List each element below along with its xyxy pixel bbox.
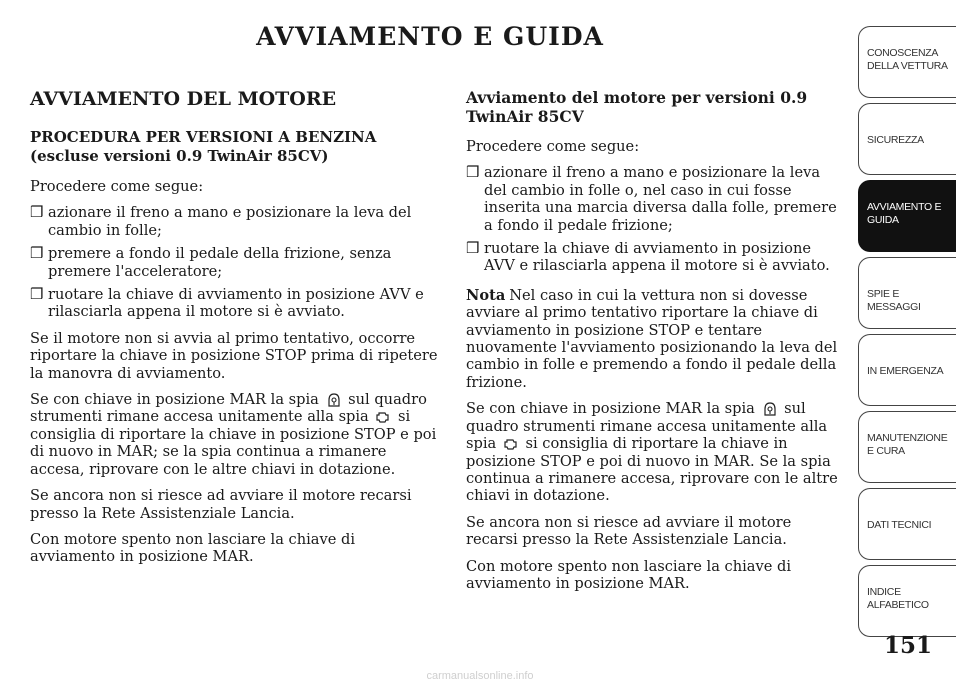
watermark: carmanualsonline.info [426, 670, 534, 682]
chapter-tabs [858, 26, 956, 642]
intro-text: Procedere come segue: [30, 178, 204, 195]
warning-lamp-paragraph: Se con chiave in posizione MAR la spia sul quadro strumenti rimane accesa unitamente alla spia si consiglia di riportare la chiave in posizione STOP e poi di nuovo in MAR; se la spia continua a rimanere accesa, riprovare con le altre chiavi in dotazione. [30, 391, 437, 478]
list-item: ❒ premere a fondo il pedale della frizione, senza premere l'acceleratore; [30, 244, 392, 280]
paragraph: Con motore spento non lasciare la chiave di avviamento in posizione MAR. [466, 557, 792, 592]
procedure-title [30, 128, 440, 166]
engine-warning-icon [375, 409, 391, 424]
tab-avviamento[interactable]: AVVIAMENTO E GUIDA [858, 180, 956, 252]
steps-list [30, 204, 440, 320]
tab-spie[interactable]: SPIE E MESSAGGI [858, 257, 956, 329]
paragraph: Se ancora non si riesce ad avviare il motore recarsi presso la Rete Assistenziale Lancia. [466, 513, 792, 549]
procedure-title-note: (escluse versioni 0.9 TwinAir 85CV) [30, 147, 329, 165]
page-title: AVVIAMENTO E GUIDA [256, 22, 604, 51]
paragraph: Con motore spento non lasciare la chiave di avviamento in posizione MAR. [30, 530, 356, 566]
checkbox-bullet-icon: ❒ [30, 244, 44, 263]
tab-dati-tecnici[interactable]: DATI TECNICI [858, 488, 956, 560]
immobilizer-warning-icon [326, 392, 342, 407]
engine-warning-icon [503, 436, 519, 451]
twinair-title: Avviamento del motore per versioni 0.9 TwinAir 85CV [466, 88, 808, 126]
immobilizer-warning-icon [762, 401, 778, 416]
section-title: AVVIAMENTO DEL MOTORE [30, 88, 337, 110]
list-item: ❒ azionare il freno a mano e posizionare la leva del cambio in folle; [30, 203, 412, 239]
list-item: ❒ ruotare la chiave di avviamento in posizione AVV e rilasciarla appena il motore si è avviato. [466, 239, 830, 275]
list-item: ❒ azionare il freno a mano e posizionare la leva del cambio in folle o, nel caso in cui fosse inserita una marcia diversa dalla folle, premere a fondo il pedale frizione; [466, 163, 837, 234]
note-paragraph: Nota Nel caso in cui la vettura non si dovesse avviare al primo tentativo riportare la chiave di avviamento in posizione STOP e tentare nuovamente l'avviamento posizionando la leva del cambio in folle e premendo a fondo il pedale della frizione. [466, 286, 838, 391]
note-label: Nota [466, 286, 506, 304]
list-item: ❒ ruotare la chiave di avviamento in posizione AVV e rilasciarla appena il motore si è avviato. [30, 285, 424, 321]
paragraph: Se ancora non si riesce ad avviare il motore recarsi presso la Rete Assistenziale Lancia. [30, 487, 412, 522]
tab-conoscenza[interactable]: CONOSCENZA DELLA VETTURA [858, 26, 956, 98]
warning-lamp-paragraph: Se con chiave in posizione MAR la spia sul quadro strumenti rimane accesa unitamente alla spia si consiglia di riportare la chiave in posizione STOP e poi di nuovo in MAR. Se la spia continua a rimanere accesa, riprovare con le altre chiavi in dotazione. [466, 400, 838, 505]
checkbox-bullet-icon: ❒ [30, 285, 44, 304]
tab-emergenza[interactable]: IN EMERGENZA [858, 334, 956, 406]
tab-manutenzione[interactable]: MANUTENZIONE E CURA [858, 411, 956, 483]
checkbox-bullet-icon: ❒ [30, 203, 44, 222]
checkbox-bullet-icon: ❒ [466, 239, 480, 258]
paragraph: Se il motore non si avvia al primo tentativo, occorre riportare la chiave in posizione STOP prima di ripetere la manovra di avviamento. [30, 329, 438, 382]
checkbox-bullet-icon: ❒ [466, 163, 480, 182]
intro-text: Procedere come segue: [466, 138, 640, 155]
procedure-title-main: PROCEDURA PER VERSIONI A BENZINA [30, 128, 377, 146]
right-column [466, 88, 844, 601]
tab-sicurezza[interactable]: SICUREZZA [858, 103, 956, 175]
page-number: 151 [883, 632, 932, 659]
left-column [30, 88, 440, 575]
steps-list [466, 164, 844, 274]
tab-indice[interactable]: INDICE ALFABETICO [858, 565, 956, 637]
